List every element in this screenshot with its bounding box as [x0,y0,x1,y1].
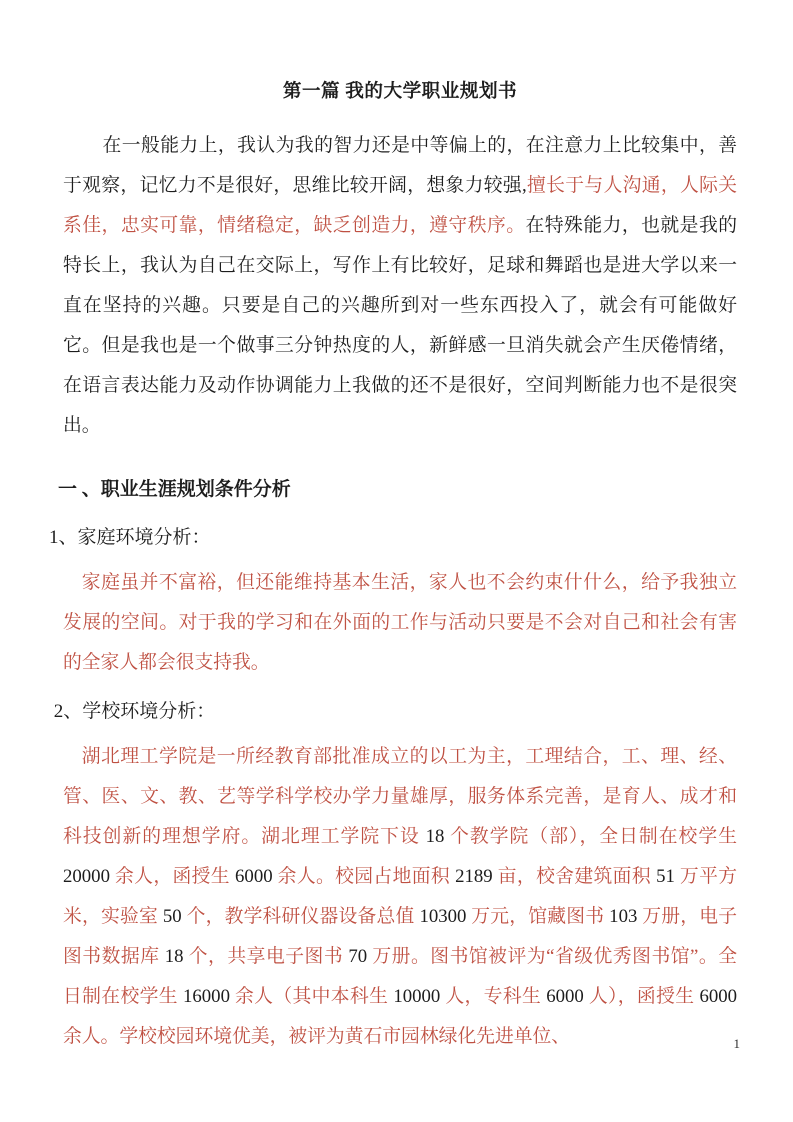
para-general-ability [63,126,737,446]
text-run: 余人。学校校园环境优美，被评为黄石市园林绿化先进单位、 [63,1026,571,1047]
text-run: 万元，馆藏图书 [466,906,610,927]
text-run: 湖北理工学院是一所经教育部批准成立的以工为主，工理结合，工、理、经、管、医、文、教、艺等学科学校办学力量雄厚，服务体系完善，是育人、成才和科技创新的理想学府。湖北理工学院下设 [63,746,737,847]
page-content [49,0,738,1057]
text-run: 6000 [699,986,738,1007]
text-run: 个，共享电子图书 [183,946,349,967]
text-run: 10300 [419,906,467,927]
text-run: 一 、职业生涯规划条件分析 [58,479,291,500]
text-run: 万平方米，实验室 [63,866,738,927]
text-run: 6000 [546,986,584,1007]
text-run: 18 [164,946,184,967]
text-run: 擅长于与人沟通，人际关系佳，忠实可靠，情绪稳定，缺乏创造力，遵守秩序。 [63,175,737,236]
text-run: 18 [425,826,445,847]
text-run: 1、家庭环境分析： [49,527,211,548]
text-run: 万册，电子图书数据库 [63,906,738,967]
text-run: 第一篇 我的大学职业规划书 [282,81,518,102]
text-run: 个教学院（部），全日制在校学生 [444,826,737,847]
text-run: 50 [162,906,182,927]
text-run: 16000 [183,986,230,1007]
para-school [63,737,737,1057]
text-run: 2、学校环境分析： [49,701,216,722]
text-run: 2189 [455,866,493,887]
text-run: 103 [609,906,638,927]
heading-career-analysis [58,470,737,510]
doc-title [63,72,737,112]
text-run: 在特殊能力，也就是我的特长上，我认为自己在交际上，写作上有比较好，足球和舞蹈也是进大学以来一直在坚持的兴趣。只要是自己的兴趣所到对一些东西投入了，就会有可能做好它。但是我也是一个做事三分钟热度的人，新鲜感一旦消失就会产生厌倦情绪，在语言表达能力及动作协调能力上我做的还不是很好，空间判断能力也不是很突出。 [63,215,738,436]
text-run: 人），函授生 [583,986,700,1007]
text-run: 万册。图书馆被评为“省级优秀图书馆”。全日制在校学生 [63,946,738,1007]
text-run: 亩，校舍建筑面积 [492,866,657,887]
text-run: 个，教学科研仪器设备总值 [181,906,420,927]
page-number: 1 [733,1036,740,1051]
text-run: 6000 [235,866,273,887]
text-run: 在一般能力上，我认为我的智力还是中等偏上的，在注意力上比较集中，善于观察，记忆力不是很好，思维比较开阔，想象力较强, [63,135,737,196]
subheading-school [49,692,737,732]
text-run: 20000 [63,866,110,887]
text-run: 70 [348,946,368,967]
text-run: 家庭虽并不富裕，但还能维持基本生活，家人也不会约束什什么，给予我独立发展的空间。对于我的学习和在外面的工作与活动只要是不会对自己和社会有害的全家人都会很支持我。 [63,572,737,673]
subheading-family [49,518,737,558]
para-family [63,563,737,683]
text-run: 人，专科生 [440,986,547,1007]
text-run: 10000 [393,986,441,1007]
text-run: 51 [656,866,675,887]
text-run: 余人（其中本科生 [229,986,394,1007]
text-run: 余人。校园占地面积 [272,866,456,887]
text-run: 余人，函授生 [109,866,236,887]
